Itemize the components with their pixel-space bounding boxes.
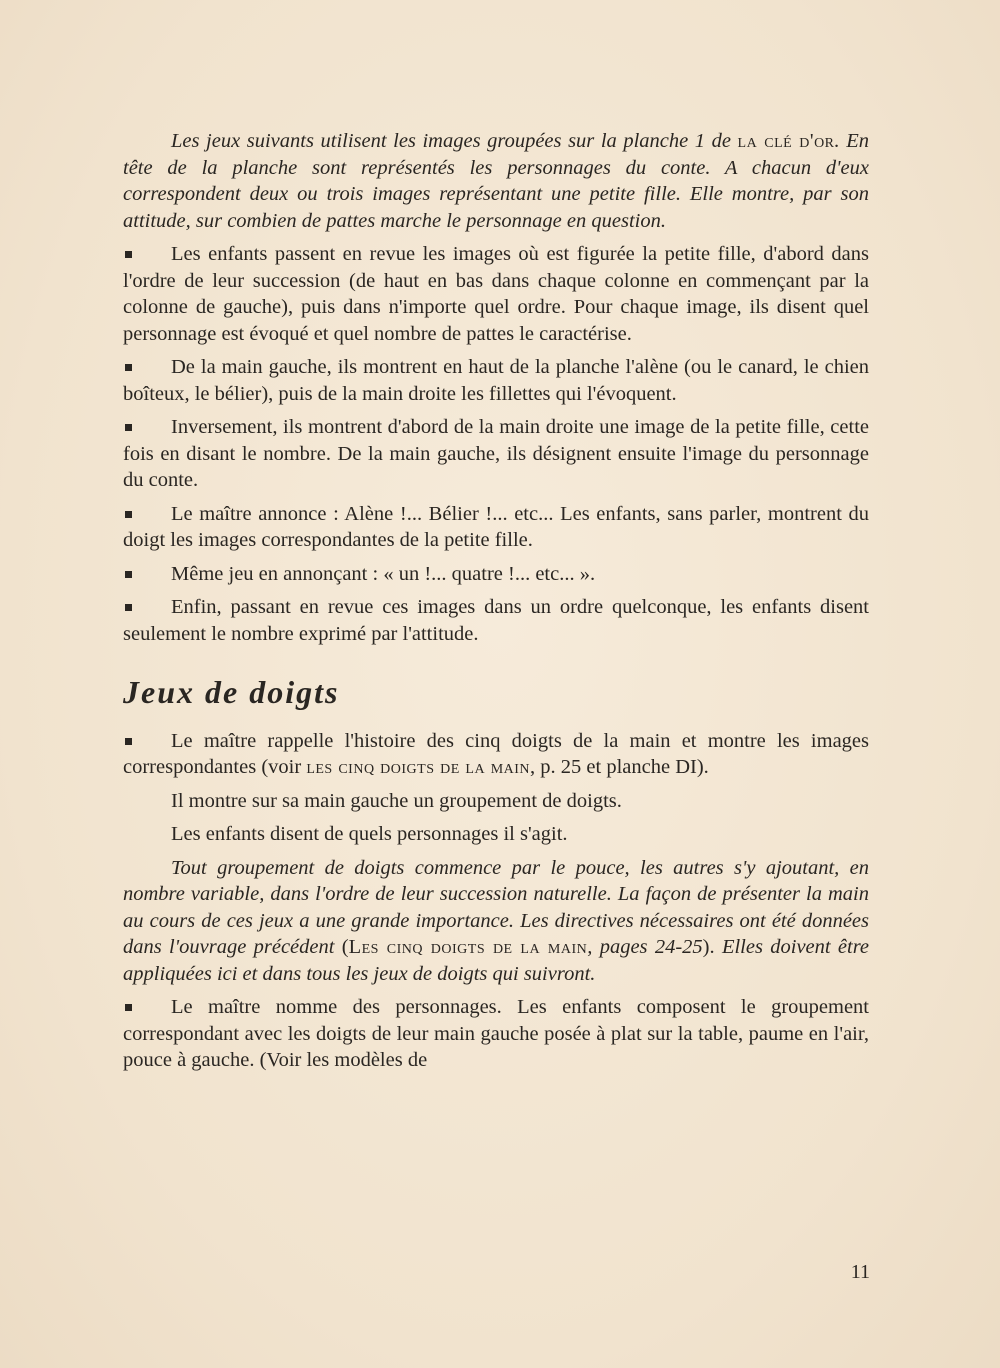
bullet-paragraph-2 (123, 354, 869, 407)
bullet-paragraph-3 (123, 414, 869, 494)
section2-bullet2-text: Le maître nomme des personnages. Les enfants composent le groupement correspondant avec les doigts de leur main gauche posée à plat sur la table, paume en l'air, pouce à gauche. (Voir les modèles de (123, 996, 869, 1071)
bullet-square-icon (125, 251, 132, 258)
italic-book-reference: Les cinq doigts de la main (348, 936, 588, 958)
italic-text-part3: Elles doivent être appliquées ici et dans tous les jeux de doigts qui suivront. (123, 936, 870, 985)
section2-bullet1-text-part2: , p. 25 et planche DI). (530, 756, 709, 778)
bullet-text-2: De la main gauche, ils montrent en haut de la planche l'alène (ou le canard, le chien boîteux, le bélier), puis de la main droite les fillettes qui l'évoquent. (123, 356, 869, 405)
bullet-paragraph-5 (123, 561, 869, 588)
bullet-paragraph-1 (123, 241, 869, 347)
bullet-square-icon (125, 424, 132, 431)
page-number: 11 (850, 1261, 870, 1283)
section-title: Jeux de doigts (123, 674, 340, 710)
bullet-square-icon (125, 364, 132, 371)
bullet-text-4: Le maître annonce : Alène !... Bélier !... etc... Les enfants, sans parler, montrent du doigt les images correspondantes de la petite fille. (123, 502, 869, 551)
section2-bullet-paragraph-1 (123, 728, 869, 781)
section2-line-3: Les enfants disent de quels personnages il s'agit. (171, 823, 568, 845)
italic-open-paren: ( (334, 936, 349, 958)
bullet-square-icon (125, 511, 132, 518)
bullet-square-icon (125, 604, 132, 611)
bullet-square-icon (125, 571, 132, 578)
intro-paragraph (123, 128, 869, 234)
bullet-paragraph-4 (123, 501, 869, 554)
bullet-text-3: Inversement, ils montrent d'abord de la main droite une image de la petite fille, cette fois en disant le nombre. De la main gauche, ils désignent ensuite l'image du personnage du conte. (123, 416, 869, 491)
bullet-square-icon (125, 738, 132, 745)
bullet-square-icon (125, 1004, 132, 1011)
section2-bullet1-reference: les cinq doigts de la main (306, 756, 531, 778)
intro-title-reference: la clé d'or (737, 130, 835, 152)
italic-text-part1: Tout groupement de doigts commence par le pouce, les autres s'y ajoutant, en nombre variable, dans l'ordre de leur succession naturelle. La façon de présenter la main au cours de ces jeux a une grande importance. Les directives nécessaires ont été données dans l'ouvrage précédent (123, 856, 869, 958)
bullet-paragraph-6 (123, 594, 869, 647)
section2-bullet1-text-part1: Le maître rappelle l'histoire des cinq doigts de la main et montre les images correspondantes (voir (123, 729, 869, 778)
italic-close-paren: ). (702, 936, 715, 958)
bullet-text-1: Les enfants passent en revue les images où est figurée la petite fille, d'abord dans l'ordre de leur succession (de haut en bas dans chaque colonne en commençant par la colonne de gauche), puis dans n'importe quel ordre. Pour chaque image, ils disent quel personnage est évoqué et quel nombre de pattes le caractérise. (123, 243, 869, 345)
section2-line-2: Il montre sur sa main gauche un groupement de doigts. (171, 789, 622, 812)
page-body (123, 128, 869, 1081)
section2-bullet-paragraph-2 (123, 994, 869, 1074)
bullet-text-5: Même jeu en annonçant : « un !... quatre !... etc... ». (171, 562, 596, 585)
intro-text-part2: . En tête de la planche sont représentés les personnages du conte. A chacun d'eux correspondent deux ou trois images représentant une petite fille. Elle montre, par son attitude, sur combien de pattes marche le personnage en question. (123, 130, 869, 232)
italic-text-part2: , pages 24-25 (587, 936, 703, 958)
intro-text-part1: Les jeux suivants utilisent les images groupées sur la planche 1 de (171, 130, 738, 152)
section2-italic-paragraph (123, 855, 869, 988)
bullet-text-6: Enfin, passant en revue ces images dans un ordre quelconque, les enfants disent seulement le nombre exprimé par l'attitude. (123, 596, 869, 645)
